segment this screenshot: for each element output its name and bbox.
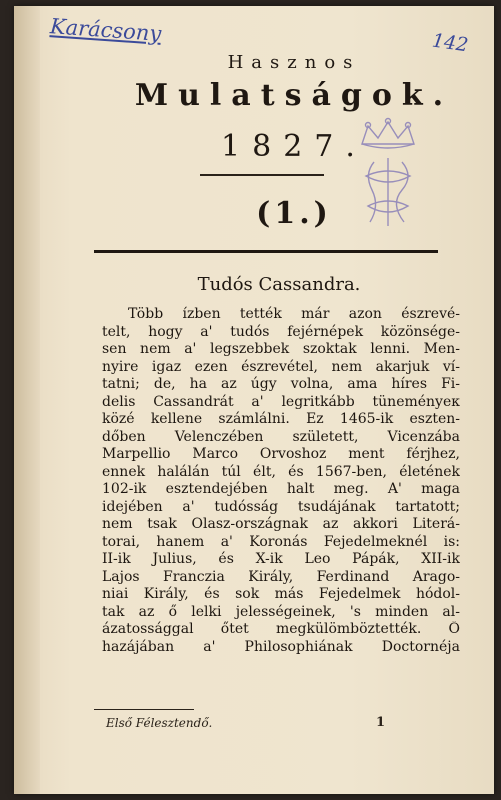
text-line: sen nem a' legszebbek szoktak lenni. Men- [102,341,460,357]
text-line: idejében a' tudósság tsudájának tartatott; [102,498,460,515]
text-line: tatni; de, ha az úgy volna, ama híres Fi- [102,376,460,392]
text-line: delis Cassandrát a' legritkább tüneményeк [102,393,460,410]
text-line: telt, hogy a' tudós fejérnépek közönsége- [102,323,460,340]
article-title: Tudós Cassandra. [197,274,361,295]
header-line-1: Hasznos [227,52,361,73]
text-line: torai, hanem a' Koronás Fejedelmeknél is: [102,533,460,550]
text-line: ázatossággal őtet megkülömböztették. Ő [102,621,460,637]
text-line: közé kellene számlálni. Ez 1465-ik eszten- [102,411,460,427]
header-title: Mulatságok. [134,78,454,113]
library-stamp-icon [344,114,432,232]
text-line: hazájában a' Philosophiának Doctornéja [102,638,460,655]
header-rule [200,174,324,176]
text-line: Marpellio Marco Orvoshoz ment férjhez, [102,446,460,462]
handwritten-name: Karácsony [49,14,163,46]
title-divider [94,250,438,253]
footer-rule [94,709,194,710]
text-line: niai Király, és sok más Fejedelmek hódol- [102,586,460,602]
book-page [14,6,494,794]
footer-signature-mark: Első Félesztendő. [106,716,213,730]
handwritten-number: 142 [430,29,470,57]
page-gutter [14,6,40,794]
article-body [102,306,460,656]
footer-sheet-number: 1 [376,715,386,730]
text-line: ennek halálán túl élt, és 1567-ben, életének [102,463,460,480]
issue-number: (1.) [256,196,332,231]
text-line: II-ik Julius, és X-ik Leo Pápák, XII-ik [102,551,460,567]
text-line: tak az ő lelki jelességeinek, 's minden al- [102,603,460,620]
header-year: 1827. [221,129,367,164]
text-line: nyire igaz ezen észrevétel, nem akarjuk ví- [102,358,460,375]
text-line: dőben Velenczében született, Vicenzába [102,428,460,445]
text-line: 102-ik esztendejében halt meg. A' maga [102,481,460,497]
text-line: nem tsak Olasz-országnak az akkori Literá- [102,516,460,532]
text-line: Lajos Franczia Király, Ferdinand Arago- [102,568,460,585]
text-line: Több ízben tették már azon észrevé- [128,306,460,322]
